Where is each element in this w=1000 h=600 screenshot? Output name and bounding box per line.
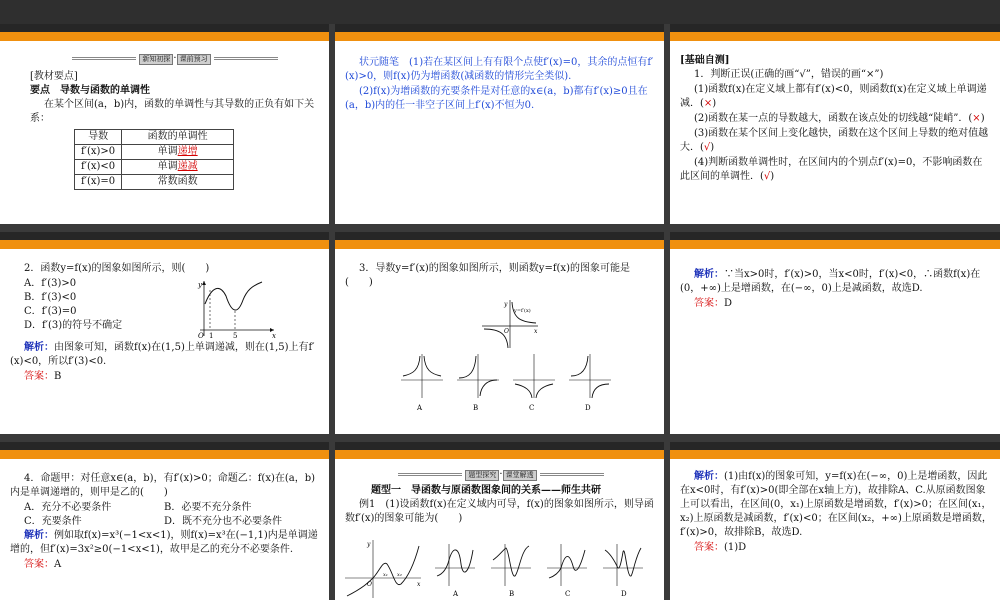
answer-text: 答案：A [24, 559, 62, 570]
example-text: 例1 (1)设函数f(x)在定义域内可导，f(x)的图象如图所示，则导函数f′(x)的图象可能为( ) [345, 499, 654, 524]
svg-text:1: 1 [209, 332, 214, 338]
svg-text:x: x [417, 581, 421, 588]
svg-text:D: D [621, 590, 627, 598]
table-header: 函数的单调性 [122, 130, 234, 145]
solution-text: 解析：例如取f(x)=x³(−1<x<1)，则f(x)=x³在(−1,1)内是单调递增的，但f′(x)=3x²≥0(−1<x<1)，故甲是乙的充分不必要条件. [10, 530, 318, 555]
solution-text: 解析：由图象可知，函数f(x)在(1,5)上单调递减，则在(1,5)上有f′(x)<0，所以f′(3)<0. [10, 342, 315, 367]
slide-thumbnail[interactable] [335, 232, 664, 434]
svg-text:B: B [473, 404, 479, 412]
choice-graph-a [435, 544, 475, 598]
choice-graph-d [569, 354, 611, 412]
row-divider [0, 434, 1000, 442]
table-header: 导数 [75, 130, 122, 145]
table-row: f′(x)<0 单调递减 [75, 160, 234, 175]
row-divider [0, 224, 1000, 232]
choice-graph-b [491, 544, 531, 598]
svg-text:x₂: x₂ [397, 572, 402, 578]
intro-text: 在某个区间(a，b)内，函数的单调性与其导数的正负有如下关系： [30, 99, 315, 124]
slide-thumbnail[interactable] [670, 442, 1000, 600]
option: B．必要不充分条件 [164, 502, 252, 513]
section-title: [基础自测] [680, 55, 730, 66]
option: C．充要条件 [24, 516, 82, 527]
question-text: 4．命题甲：对任意x∈(a，b)，有f′(x)>0；命题乙：f(x)在(a，b)内是单调递增的，则甲是乙的( ) [10, 473, 316, 498]
option: A．f′(3)>0 [24, 278, 77, 289]
slide-thumbnail[interactable] [670, 24, 1000, 224]
derivative-table [74, 129, 234, 190]
option: A．充分不必要条件 [24, 502, 112, 513]
option: D．f′(3)的符号不确定 [24, 320, 123, 331]
choice-graph-c [547, 544, 587, 598]
svg-text:A: A [417, 404, 423, 412]
slide-thumbnail[interactable] [335, 24, 664, 224]
choice-graph-d [603, 544, 643, 598]
svg-text:x₁: x₁ [383, 572, 388, 578]
topic-title: 题型一 导函数与原函数图象间的关系——师生共研 [371, 485, 601, 496]
top-toolbar [0, 0, 1000, 24]
choice-graph-c [513, 354, 555, 412]
svg-text:O: O [504, 328, 509, 335]
derivative-graph [480, 298, 540, 350]
judge-item: (2)函数在某一点的导数越大，函数在该点处的切线越“陡峭”．(×) [694, 113, 985, 124]
svg-text:C: C [565, 590, 571, 598]
slide-thumbnail[interactable] [0, 24, 329, 224]
question-head: 1．判断正误(正确的画“√”，错误的画“×”) [694, 69, 884, 80]
answer-choices [395, 350, 625, 412]
svg-text:y=f′(x): y=f′(x) [514, 308, 531, 314]
section-tag: 新知初探 · 课前预习 [30, 52, 320, 66]
svg-text:O: O [367, 581, 372, 588]
solution-text: 解析：∵当x>0时，f′(x)>0，当x<0时，f′(x)<0，∴函数f(x)在(0，+∞)上是增函数，在(−∞，0)上是减函数，故选D. [680, 269, 981, 294]
svg-text:D: D [585, 404, 591, 412]
slide-thumbnail[interactable] [0, 232, 329, 434]
slide-thumbnail[interactable] [670, 232, 1000, 434]
section-label: [教材要点] [30, 71, 78, 82]
note-text: 状元随笔 (1)若在某区间上有有限个点使f′(x)=0，其余的点恒有f′(x)>0，则f(x)仍为增函数(减函数的情形完全类似). [345, 57, 654, 82]
svg-text:x: x [534, 328, 538, 335]
option: B．f′(3)<0 [24, 292, 77, 303]
question-text: 3．导数y=f′(x)的图象如图所示，则函数y=f(x)的图象可能是( ) [345, 263, 630, 288]
section-tag: 题型探究 · 课堂解透 [345, 468, 657, 482]
solution-text: 解析：(1)由f(x)的图象可知，y=f(x)在(−∞，0)上是增函数，因此在x<0时，有f′(x)>0(即全部在x轴上方)，故排除A、C.从原函数图象上可以看出，在区间(0，x₁)上原函数是增函数，f′(x)>0；在区间(x₁，x₂)上原函数是减函数，f′(x)<0；在区间(x₂，+∞)上原函数是增函数，f′(x)>0，故排除B，故选D. [680, 471, 992, 538]
answer-text: 答案：D [694, 298, 733, 309]
svg-text:B: B [509, 590, 515, 598]
svg-text:y: y [198, 281, 202, 289]
judge-item: (3)函数在某个区间上变化越快，函数在这个区间上导数的绝对值越大．(√) [680, 128, 989, 153]
slide-thumbnail[interactable] [335, 442, 664, 600]
svg-text:y: y [504, 301, 508, 308]
choice-graph-a [401, 354, 443, 412]
example-graphs [343, 538, 663, 600]
option: C．f′(3)=0 [24, 306, 77, 317]
slide-thumbnail[interactable] [0, 442, 329, 600]
answer-text: 答案：B [24, 371, 62, 382]
svg-text:x: x [272, 332, 276, 338]
table-row: f′(x)>0 单调递增 [75, 145, 234, 160]
svg-text:O: O [198, 332, 204, 338]
answer-text: 答案：(1)D [694, 542, 747, 553]
judge-item: (1)函数f(x)在定义域上都有f′(x)<0，则函数f(x)在定义域上单调递减．(×) [680, 84, 987, 109]
options [10, 501, 322, 529]
svg-text:C: C [529, 404, 535, 412]
choice-graph-b [457, 354, 499, 412]
original-graph [345, 540, 421, 598]
note-text: (2)f(x)为增函数的充要条件是对任意的x∈(a，b)都有f′(x)≥0且在(a，b)内的任一非空子区间上f′(x)不恒为0. [345, 86, 648, 111]
key-point: 要点 导数与函数的单调性 [30, 85, 150, 96]
function-graph [190, 278, 278, 338]
option: D．既不充分也不必要条件 [164, 516, 283, 527]
svg-text:5: 5 [233, 332, 238, 338]
svg-text:y: y [367, 541, 371, 548]
svg-text:A: A [453, 590, 459, 598]
judge-item: (4)判断函数单调性时，在区间内的个别点f′(x)=0，不影响函数在此区间的单调性．(√) [680, 157, 983, 182]
table-row: f′(x)=0 常数函数 [75, 175, 234, 190]
question-text: 2．函数y=f(x)的图象如图所示，则( ) [24, 263, 210, 274]
